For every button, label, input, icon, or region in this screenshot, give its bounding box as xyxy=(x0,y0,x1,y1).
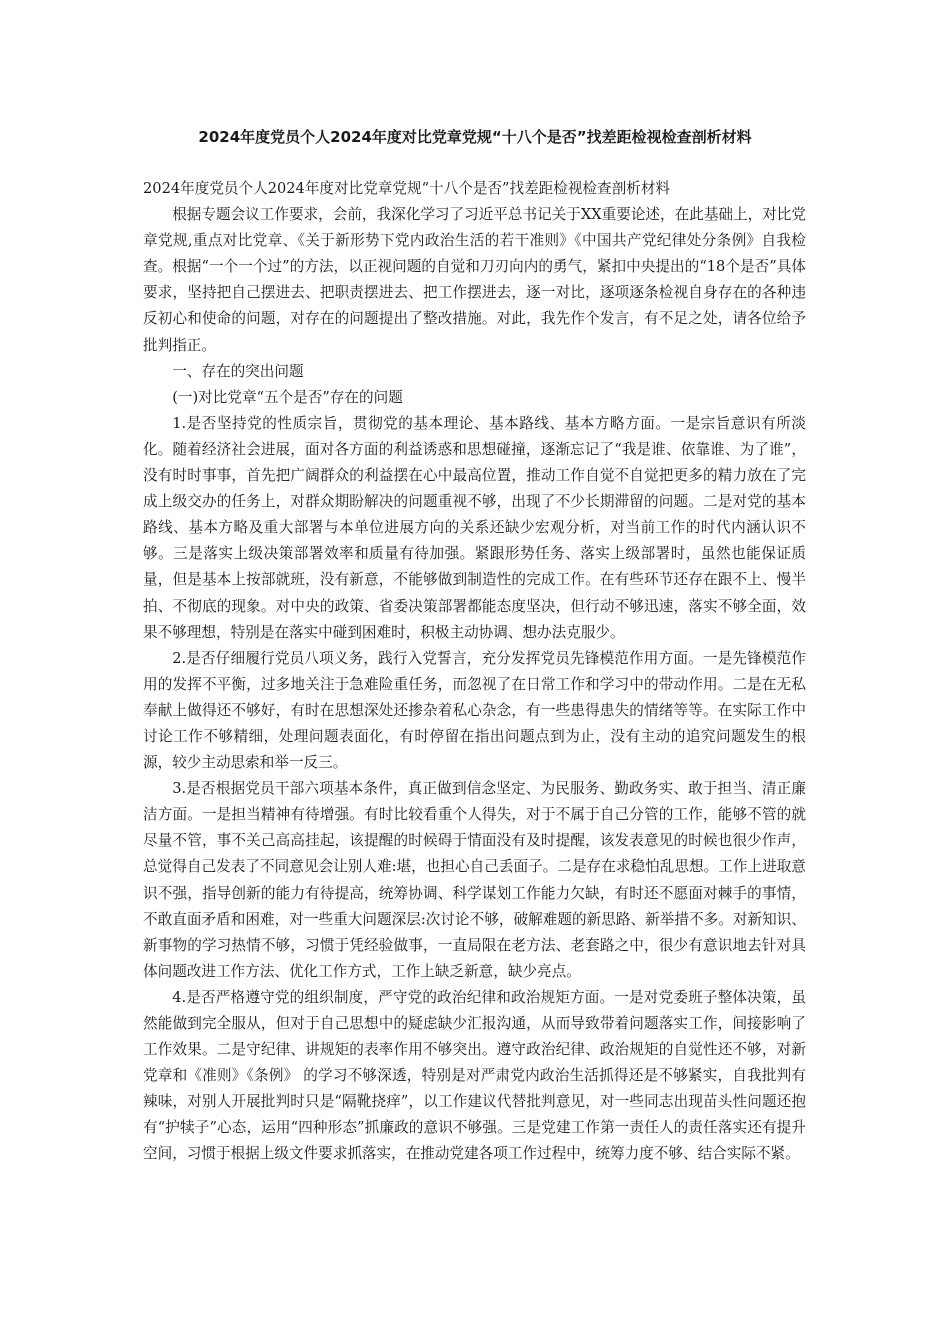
paragraph-item-4: 4.是否严格遵守党的组织制度，严守党的政治纪律和政治规矩方面。一是对党委班子整体决策，虽然能做到完全服从，但对于自己思想中的疑虑缺少汇报沟通，从而导致带着问题落实工作，间接影响了工作效果。二是守纪律、讲规矩的表率作用不够突出。遵守政治纪律、政治规矩的自觉性还不够，对新党章和《准则》《条例》 的学习不够深透，特别是对严肃党内政治生活抓得还是不够紧实，自我批判有辣味，对别人开展批判时只是“隔靴挠痒”，以工作建议代替批判意见，对一些同志出现苗头性问题还抱有“护犊子”心态，运用“四种形态”抓廉政的意识不够强。三是党建工作第一责任人的责任落实还有提升空间，习惯于根据上级文件要求抓落实，在推动党建各项工作过程中，统筹力度不够、结合实际不紧。 xyxy=(143,988,806,1163)
document-title: 2024年度党员个人2024年度对比党章党规“十八个是否”找差距检视检查剖析材料 xyxy=(198,128,752,146)
section-heading: 一、存在的突出问题 xyxy=(172,362,304,380)
paragraph-item-2: 2.是否仔细履行党员八项义务，践行入党誓言，充分发挥党员先锋模范作用方面。一是先锋模范作用的发挥不平衡，过多地关注于急难险重任务，而忽视了在日常工作和学习中的带动作用。二是在无私奉献上做得还不够好，有时在思想深处还掺杂着私心杂念，有一些患得患失的情绪等等。在实际工作中讨论工作不够精细，处理问题表面化，有时停留在指出问题点到为止，没有主动的追究问题发生的根源，较少主动思索和举一反三。 xyxy=(143,649,806,772)
paragraph-item-1: 1.是否坚持党的性质宗旨，贯彻党的基本理论、基本路线、基本方略方面。一是宗旨意识有所淡化。随着经济社会进展，面对各方面的利益诱惑和思想碰撞，逐渐忘记了“我是谁、依靠谁、为了谁”，没有时时事事，首先把广阔群众的利益摆在心中最高位置，推动工作自觉不自觉把更多的精力放在了完成上级交办的任务上，对群众期盼解决的问题重视不够，出现了不少长期滞留的问题。二是对党的基本路线、基本方略及重大部署与本单位进展方向的关系还缺少宏观分析，对当前工作的时代内涵认识不够。三是落实上级决策部署效率和质量有待加强。紧跟形势任务、落实上级部署时，虽然也能保证质量，但是基本上按部就班，没有新意，不能够做到制造性的完成工作。在有些环节还存在跟不上、慢半拍、不彻底的现象。对中央的政策、省委决策部署都能态度坚决，但行动不够迅速，落实不够全面，效果不够理想，特别是在落实中碰到困难时，积极主动协调、想办法克服少。 xyxy=(143,414,806,641)
document-subtitle: 2024年度党员个人2024年度对比党章党规“十八个是否”找差距检视检查剖析材料 xyxy=(143,180,671,197)
paragraph-item-3: 3.是否根据党员干部六项基本条件，真正做到信念坚定、为民服务、勤政务实、敢于担当、清正廉洁方面。一是担当精神有待增强。有时比较看重个人得失，对于不属于自己分管的工作，能够不管的就尽量不管，事不关己高高挂起，该提醒的时候碍于情面没有及时提醒，该发表意见的时候也很少作声，总觉得自己发表了不同意见会让别人难:堪，也担心自己丢面子。二是存在求稳怕乱思想。工作上进取意识不强，指导创新的能力有待提高，统筹协调、科学谋划工作能力欠缺，有时还不愿面对棘手的事情，不敢直面矛盾和困难，对一些重大问题深层:次讨论不够，破解难题的新思路、新举措不多。对新知识、新事物的学习热情不够，习惯于凭经验做事，一直局限在老方法、老套路之中，很少有意识地去针对具体问题改进工作方法、优化工作方式，工作上缺乏新意，缺少亮点。 xyxy=(143,780,806,980)
document-body xyxy=(143,176,806,1168)
intro-paragraph: 根据专题会议工作要求，会前，我深化学习了习近平总书记关于XX重要论述，在此基础上，对比党章党规,重点对比党章、《关于新形势下党内政治生活的若干准则》《中国共产党纪律处分条例》自我检查。根据“一个一个过”的方法，以正视问题的自觉和刀刃向内的勇气，紧扣中央提出的“18个是否”具体要求，坚持把自己摆进去、把职责摆进去、把工作摆进去，逐一对比，逐项逐条检视自身存在的各种违反初心和使命的问题，对存在的问题提出了整改措施。对此，我先作个发言，有不足之处，请各位给予批判指正。 xyxy=(143,206,806,354)
subsection-heading: (一)对比党章“五个是否”存在的问题 xyxy=(172,388,403,406)
